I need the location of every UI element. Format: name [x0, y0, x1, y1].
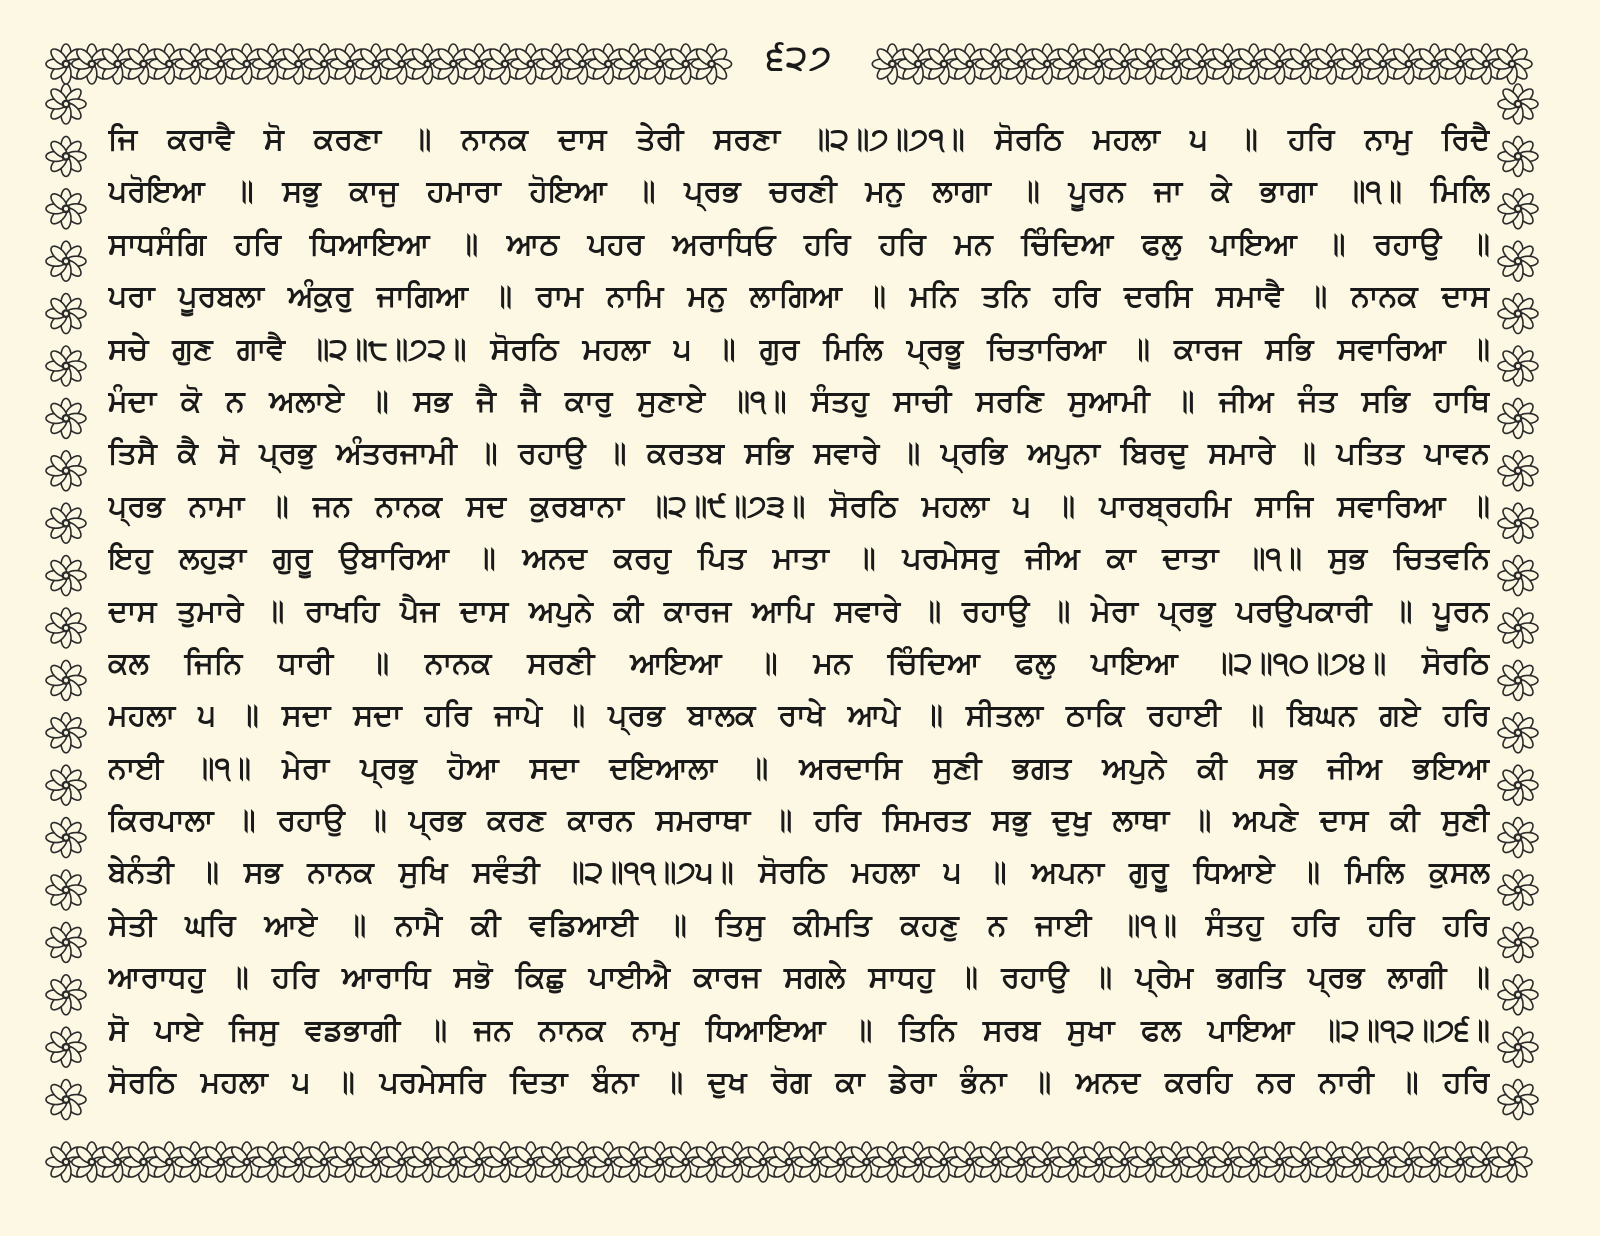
text-line: ਜਿ ਕਰਾਵੈ ਸੋ ਕਰਣਾ ॥ ਨਾਨਕ ਦਾਸ ਤੇਰੀ ਸਰਣਾ ॥੨॥੭॥੭੧॥ ਸੋਰਠਿ ਮਹਲਾ ੫ ॥ ਹਰਿ ਨਾਮੁ ਰਿਦੈ — [108, 122, 1490, 157]
flower-ornament-icon — [46, 765, 86, 805]
flower-ornament-icon — [1498, 451, 1538, 491]
flower-ornament-icon — [1498, 818, 1538, 858]
flower-ornament-icon — [1498, 1027, 1538, 1067]
flower-ornament-icon — [1498, 922, 1538, 962]
flower-ornament-icon — [46, 84, 86, 124]
scripture-text — [108, 114, 1490, 1109]
flower-ornament-icon — [1492, 1142, 1532, 1182]
text-line: ਕਲ ਜਿਨਿ ਧਾਰੀ ॥ ਨਾਨਕ ਸਰਣੀ ਆਇਆ ॥ ਮਨ ਚਿੰਦਿਆ ਫਲੁ ਪਾਇਆ ॥੨॥੧੦॥੭੪॥ ਸੋਰਠਿ — [108, 645, 1490, 681]
flower-ornament-icon — [1498, 975, 1538, 1015]
flower-ornament-icon — [1498, 189, 1538, 229]
text-line: ਸੋ ਪਾਏ ਜਿਸੁ ਵਡਭਾਗੀ ॥ ਜਨ ਨਾਨਕ ਨਾਮੁ ਧਿਆਇਆ ॥ ਤਿਨਿ ਸਰਬ ਸੁਖਾ ਫਲ ਪਾਇਆ ॥੨॥੧੨॥੭੬॥ — [108, 1012, 1490, 1048]
text-line: ਇਹੁ ਲਹੁੜਾ ਗੁਰੂ ਉਬਾਰਿਆ ॥ ਅਨਦ ਕਰਹੁ ਪਿਤ ਮਾਤਾ ॥ ਪਰਮੇਸਰੁ ਜੀਅ ਕਾ ਦਾਤਾ ॥੧॥ ਸੁਭ ਚਿਤਵਨਿ — [108, 541, 1490, 577]
text-line: ਤਿਸੈ ਕੈ ਸੋ ਪ੍ਰਭੁ ਅੰਤਰਜਾਮੀ ॥ ਰਹਾਉ ॥ ਕਰਤਬ ਸਭਿ ਸਵਾਰੇ ॥ ਪ੍ਰਭਿ ਅਪੁਨਾ ਬਿਰਦੁ ਸਮਾਰੇ ॥ ਪਤਿਤ ਪਾਵਨ — [108, 436, 1490, 472]
flower-ornament-icon — [46, 451, 86, 491]
text-line: ਕਿਰਪਾਲਾ ॥ ਰਹਾਉ ॥ ਪ੍ਰਭ ਕਰਣ ਕਾਰਨ ਸਮਰਾਥਾ ॥ ਹਰਿ ਸਿਮਰਤ ਸਭੁ ਦੁਖੁ ਲਾਥਾ ॥ ਅਪਣੇ ਦਾਸ ਕੀ ਸੁਣੀ — [108, 803, 1490, 839]
flower-ornament-icon — [46, 1080, 86, 1120]
text-line: ਪਰਾ ਪੂਰਬਲਾ ਅੰਕੁਰੁ ਜਾਗਿਆ ॥ ਰਾਮ ਨਾਮਿ ਮਨੁ ਲਾਗਿਆ ॥ ਮਨਿ ਤਨਿ ਹਰਿ ਦਰਸਿ ਸਮਾਵੈ ॥ ਨਾਨਕ ਦਾਸ — [108, 279, 1490, 315]
flower-ornament-icon — [46, 975, 86, 1015]
flower-ornament-icon — [46, 241, 86, 281]
flower-ornament-icon — [46, 922, 86, 962]
text-line: ਸਾਧਸੰਗਿ ਹਰਿ ਧਿਆਇਆ ॥ ਆਠ ਪਹਰ ਅਰਾਧਿਓ ਹਰਿ ਹਰਿ ਮਨ ਚਿੰਦਿਆ ਫਲੁ ਪਾਇਆ ॥ ਰਹਾਉ ॥ — [108, 226, 1490, 262]
text-line: ਸੇਤੀ ਘਰਿ ਆਏ ॥ ਨਾਮੈ ਕੀ ਵਡਿਆਈ ॥ ਤਿਸੁ ਕੀਮਤਿ ਕਹਣੁ ਨ ਜਾਈ ॥੧॥ ਸੰਤਹੁ ਹਰਿ ਹਰਿ ਹਰਿ — [108, 907, 1490, 943]
flower-ornament-icon — [1498, 765, 1538, 805]
flower-ornament-icon — [692, 44, 732, 84]
flower-ornament-icon — [46, 503, 86, 543]
text-line: ਆਰਾਧਹੁ ॥ ਹਰਿ ਆਰਾਧਿ ਸਭੋ ਕਿਛੁ ਪਾਈਐ ਕਾਰਜ ਸਗਲੇ ਸਾਧਹੁ ॥ ਰਹਾਉ ॥ ਪ੍ਰੇਮ ਭਗਤਿ ਪ੍ਰਭ ਲਾਗੀ ॥ — [108, 960, 1490, 996]
flower-ornament-icon — [46, 556, 86, 596]
flower-ornament-icon — [46, 608, 86, 648]
flower-ornament-icon — [46, 660, 86, 700]
text-line: ਸੋਰਠਿ ਮਹਲਾ ੫ ॥ ਪਰਮੇਸਰਿ ਦਿਤਾ ਬੰਨਾ ॥ ਦੁਖ ਰੋਗ ਕਾ ਡੇਰਾ ਭੰਨਾ ॥ ਅਨਦ ਕਰਹਿ ਨਰ ਨਾਰੀ ॥ ਹਰਿ — [108, 1065, 1490, 1101]
flower-ornament-icon — [46, 713, 86, 753]
text-line: ਸਚੇ ਗੁਣ ਗਾਵੈ ॥੨॥੮॥੭੨॥ ਸੋਰਠਿ ਮਹਲਾ ੫ ॥ ਗੁਰ ਮਿਲਿ ਪ੍ਰਭੂ ਚਿਤਾਰਿਆ ॥ ਕਾਰਜ ਸਭਿ ਸਵਾਰਿਆ ॥ — [108, 331, 1490, 367]
flower-ornament-icon — [1498, 713, 1538, 753]
flower-ornament-icon — [1498, 556, 1538, 596]
flower-ornament-icon — [1498, 294, 1538, 334]
flower-ornament-icon — [1498, 136, 1538, 176]
flower-ornament-icon — [46, 346, 86, 386]
flower-ornament-icon — [1498, 870, 1538, 910]
flower-ornament-icon — [46, 1027, 86, 1067]
flower-ornament-icon — [1498, 84, 1538, 124]
text-line: ਨਾਈ ॥੧॥ ਮੇਰਾ ਪ੍ਰਭੁ ਹੋਆ ਸਦਾ ਦਇਆਲਾ ॥ ਅਰਦਾਸਿ ਸੁਣੀ ਭਗਤ ਅਪੁਨੇ ਕੀ ਸਭ ਜੀਅ ਭਇਆ — [108, 750, 1490, 786]
flower-ornament-icon — [1498, 241, 1538, 281]
flower-ornament-icon — [1498, 660, 1538, 700]
text-line: ਮੰਦਾ ਕੋ ਨ ਅਲਾਏ ॥ ਸਭ ਜੈ ਜੈ ਕਾਰੁ ਸੁਣਾਏ ॥੧॥ ਸੰਤਹੁ ਸਾਚੀ ਸਰਣਿ ਸੁਆਮੀ ॥ ਜੀਅ ਜੰਤ ਸਭਿ ਹਾਥਿ — [108, 383, 1490, 419]
flower-ornament-icon — [46, 189, 86, 229]
text-line: ਦਾਸ ਤੁਮਾਰੇ ॥ ਰਾਖਹਿ ਪੈਜ ਦਾਸ ਅਪੁਨੇ ਕੀ ਕਾਰਜ ਆਪਿ ਸਵਾਰੇ ॥ ਰਹਾਉ ॥ ਮੇਰਾ ਪ੍ਰਭੁ ਪਰਉਪਕਾਰੀ ॥ ਪੂਰਨ — [108, 593, 1490, 629]
text-line: ਪਰੋਇਆ ॥ ਸਭੁ ਕਾਜੁ ਹਮਾਰਾ ਹੋਇਆ ॥ ਪ੍ਰਭ ਚਰਣੀ ਮਨੁ ਲਾਗਾ ॥ ਪੂਰਨ ਜਾ ਕੇ ਭਾਗਾ ॥੧॥ ਮਿਲਿ — [108, 174, 1490, 210]
flower-ornament-icon — [1498, 1080, 1538, 1120]
flower-ornament-icon — [46, 398, 86, 438]
flower-ornament-icon — [46, 136, 86, 176]
flower-ornament-icon — [1492, 44, 1532, 84]
flower-ornament-icon — [46, 818, 86, 858]
flower-ornament-icon — [46, 294, 86, 334]
text-line: ਮਹਲਾ ੫ ॥ ਸਦਾ ਸਦਾ ਹਰਿ ਜਾਪੇ ॥ ਪ੍ਰਭ ਬਾਲਕ ਰਾਖੇ ਆਪੇ ॥ ਸੀਤਲਾ ਠਾਕਿ ਰਹਾਈ ॥ ਬਿਘਨ ਗਏ ਹਰਿ — [108, 698, 1490, 734]
flower-ornament-icon — [1498, 398, 1538, 438]
page-number: ੬੨੭ — [0, 38, 1600, 78]
text-line: ਪ੍ਰਭ ਨਾਮਾ ॥ ਜਨ ਨਾਨਕ ਸਦ ਕੁਰਬਾਨਾ ॥੨॥੯॥੭੩॥ ਸੋਰਠਿ ਮਹਲਾ ੫ ॥ ਪਾਰਬ੍ਰਹਮਿ ਸਾਜਿ ਸਵਾਰਿਆ ॥ — [108, 488, 1490, 524]
flower-ornament-icon — [46, 870, 86, 910]
flower-ornament-icon — [1498, 503, 1538, 543]
flower-ornament-icon — [1498, 608, 1538, 648]
text-line: ਬੇਨੰਤੀ ॥ ਸਭ ਨਾਨਕ ਸੁਖਿ ਸਵੰਤੀ ॥੨॥੧੧॥੭੫॥ ਸੋਰਠਿ ਮਹਲਾ ੫ ॥ ਅਪਨਾ ਗੁਰੂ ਧਿਆਏ ॥ ਮਿਲਿ ਕੁਸਲ — [108, 855, 1490, 891]
flower-ornament-icon — [1498, 346, 1538, 386]
